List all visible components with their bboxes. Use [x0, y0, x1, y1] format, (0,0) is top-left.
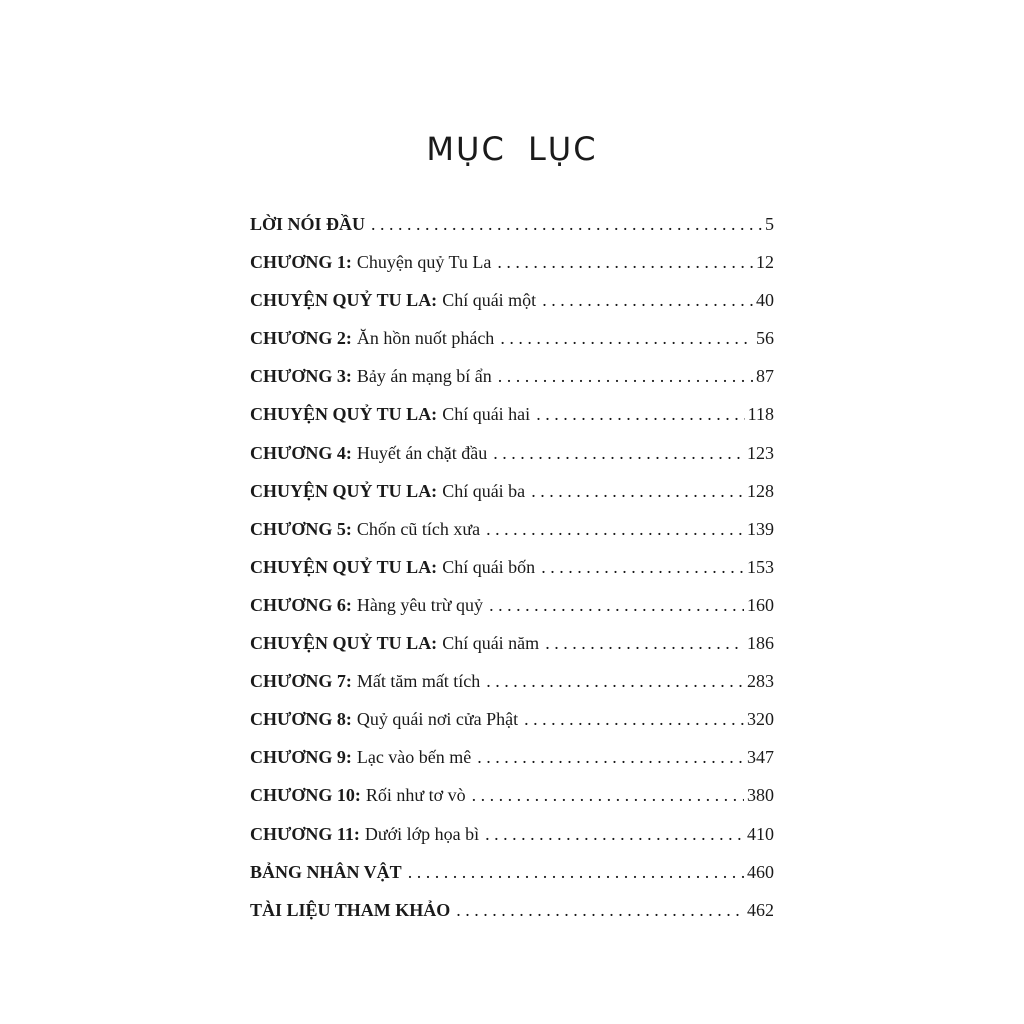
- toc-entry-label: CHƯƠNG 5:: [250, 518, 352, 539]
- toc-entry: [250, 319, 774, 357]
- toc-entry-label: CHƯƠNG 4:: [250, 442, 352, 463]
- toc-entry-label: CHƯƠNG 1:: [250, 252, 352, 273]
- toc-entry: [250, 548, 774, 586]
- dot-leader: [545, 624, 744, 662]
- page-title: MỤC LỤC: [426, 130, 598, 168]
- toc-entry-page-number: 12: [756, 252, 774, 273]
- dot-leader: [477, 738, 744, 776]
- toc-entry-page-number: 320: [747, 709, 774, 730]
- toc-entry: [250, 853, 774, 891]
- dot-leader: [541, 548, 744, 586]
- toc-entry: [250, 815, 774, 853]
- toc-entry-label: CHUYỆN QUỶ TU LA:: [250, 290, 438, 311]
- dot-leader: [536, 395, 744, 433]
- toc-entry-page-number: 460: [747, 861, 774, 882]
- toc-entry: [250, 395, 774, 433]
- toc-entry-page-number: 347: [747, 747, 774, 768]
- toc-entry: [250, 662, 774, 700]
- toc-entry-subtitle: Chuyện quỷ Tu La: [356, 252, 492, 273]
- toc-entry-label: CHƯƠNG 9:: [250, 747, 352, 768]
- toc-entry: [250, 205, 774, 243]
- toc-entry: [250, 891, 774, 929]
- toc-entry-page-number: 139: [747, 518, 774, 539]
- toc-entry-label: CHƯƠNG 11:: [250, 823, 360, 844]
- dot-leader: [542, 281, 753, 319]
- toc-entry-subtitle: Mất tăm mất tích: [356, 671, 481, 692]
- dot-leader: [489, 586, 744, 624]
- toc-entry-subtitle: Chí quái bốn: [442, 556, 536, 577]
- toc-entry-subtitle: Huyết án chặt đầu: [356, 442, 488, 463]
- toc-entry: [250, 776, 774, 814]
- toc-entry: [250, 738, 774, 776]
- toc-entry-label: CHUYỆN QUỶ TU LA:: [250, 480, 438, 501]
- toc-entry-subtitle: Hàng yêu trừ quỷ: [356, 594, 484, 615]
- toc-entry-label: CHƯƠNG 10:: [250, 785, 361, 806]
- dot-leader: [497, 243, 753, 281]
- toc-entry-page-number: 56: [756, 328, 774, 349]
- toc-entry: [250, 510, 774, 548]
- toc-entry-subtitle: Chí quái năm: [442, 633, 540, 654]
- toc-entry-label: CHƯƠNG 3:: [250, 366, 352, 387]
- toc-entry: [250, 243, 774, 281]
- toc-entry-label: CHUYỆN QUỶ TU LA:: [250, 633, 438, 654]
- dot-leader: [498, 357, 753, 395]
- toc-entry-subtitle: Chí quái hai: [442, 404, 531, 425]
- toc-entry: [250, 586, 774, 624]
- toc-entry-subtitle: Ăn hồn nuốt phách: [356, 328, 495, 349]
- dot-leader: [524, 700, 744, 738]
- toc-entry-page-number: 118: [747, 404, 774, 425]
- toc-entry-page-number: 40: [756, 290, 774, 311]
- dot-leader: [531, 472, 744, 510]
- dot-leader: [485, 815, 744, 853]
- toc-entry-label: BẢNG NHÂN VẬT: [250, 861, 402, 882]
- toc-entry-label: CHUYỆN QUỶ TU LA:: [250, 404, 438, 425]
- table-of-contents: [250, 205, 774, 929]
- dot-leader: [472, 776, 744, 814]
- toc-entry-page-number: 283: [747, 671, 774, 692]
- toc-entry-page-number: 5: [765, 214, 774, 234]
- dot-leader: [456, 891, 744, 929]
- toc-entry-label: CHUYỆN QUỶ TU LA:: [250, 556, 438, 577]
- dot-leader: [500, 319, 753, 357]
- toc-entry-page-number: 128: [747, 480, 774, 501]
- toc-entry: [250, 624, 774, 662]
- toc-entry: [250, 434, 774, 472]
- toc-entry-page-number: 87: [756, 366, 774, 387]
- toc-entry-page-number: 186: [747, 633, 774, 654]
- toc-entry-subtitle: Bảy án mạng bí ẩn: [356, 366, 492, 387]
- toc-entry-page-number: 160: [747, 594, 774, 615]
- toc-entry-subtitle: Chốn cũ tích xưa: [356, 518, 481, 539]
- toc-entry-subtitle: Chí quái ba: [442, 480, 526, 501]
- toc-entry-subtitle: Dưới lớp họa bì: [364, 823, 480, 844]
- toc-entry-page-number: 410: [747, 823, 774, 844]
- dot-leader: [371, 205, 762, 243]
- toc-entry-subtitle: Rối như tơ vò: [365, 785, 466, 806]
- toc-entry: [250, 700, 774, 738]
- dot-leader: [408, 853, 744, 891]
- toc-entry: [250, 472, 774, 510]
- toc-entry-page-number: 462: [747, 899, 774, 920]
- dot-leader: [486, 510, 744, 548]
- toc-entry-label: CHƯƠNG 6:: [250, 594, 352, 615]
- toc-entry-label: CHƯƠNG 2:: [250, 328, 352, 349]
- toc-entry-page-number: 380: [747, 785, 774, 806]
- toc-entry: [250, 357, 774, 395]
- toc-entry-label: LỜI NÓI ĐẦU: [250, 214, 366, 234]
- toc-entry-label: TÀI LIỆU THAM KHẢO: [250, 899, 451, 920]
- toc-entry-subtitle: Chí quái một: [442, 290, 537, 311]
- toc-entry-page-number: 123: [747, 442, 774, 463]
- toc-entry-label: CHƯƠNG 8:: [250, 709, 352, 730]
- toc-entry-label: CHƯƠNG 7:: [250, 671, 352, 692]
- toc-entry-subtitle: Lạc vào bến mê: [356, 747, 472, 768]
- toc-entry-subtitle: Quỷ quái nơi cửa Phật: [356, 709, 519, 730]
- dot-leader: [493, 434, 744, 472]
- dot-leader: [486, 662, 744, 700]
- toc-entry-page-number: 153: [747, 556, 774, 577]
- toc-entry: [250, 281, 774, 319]
